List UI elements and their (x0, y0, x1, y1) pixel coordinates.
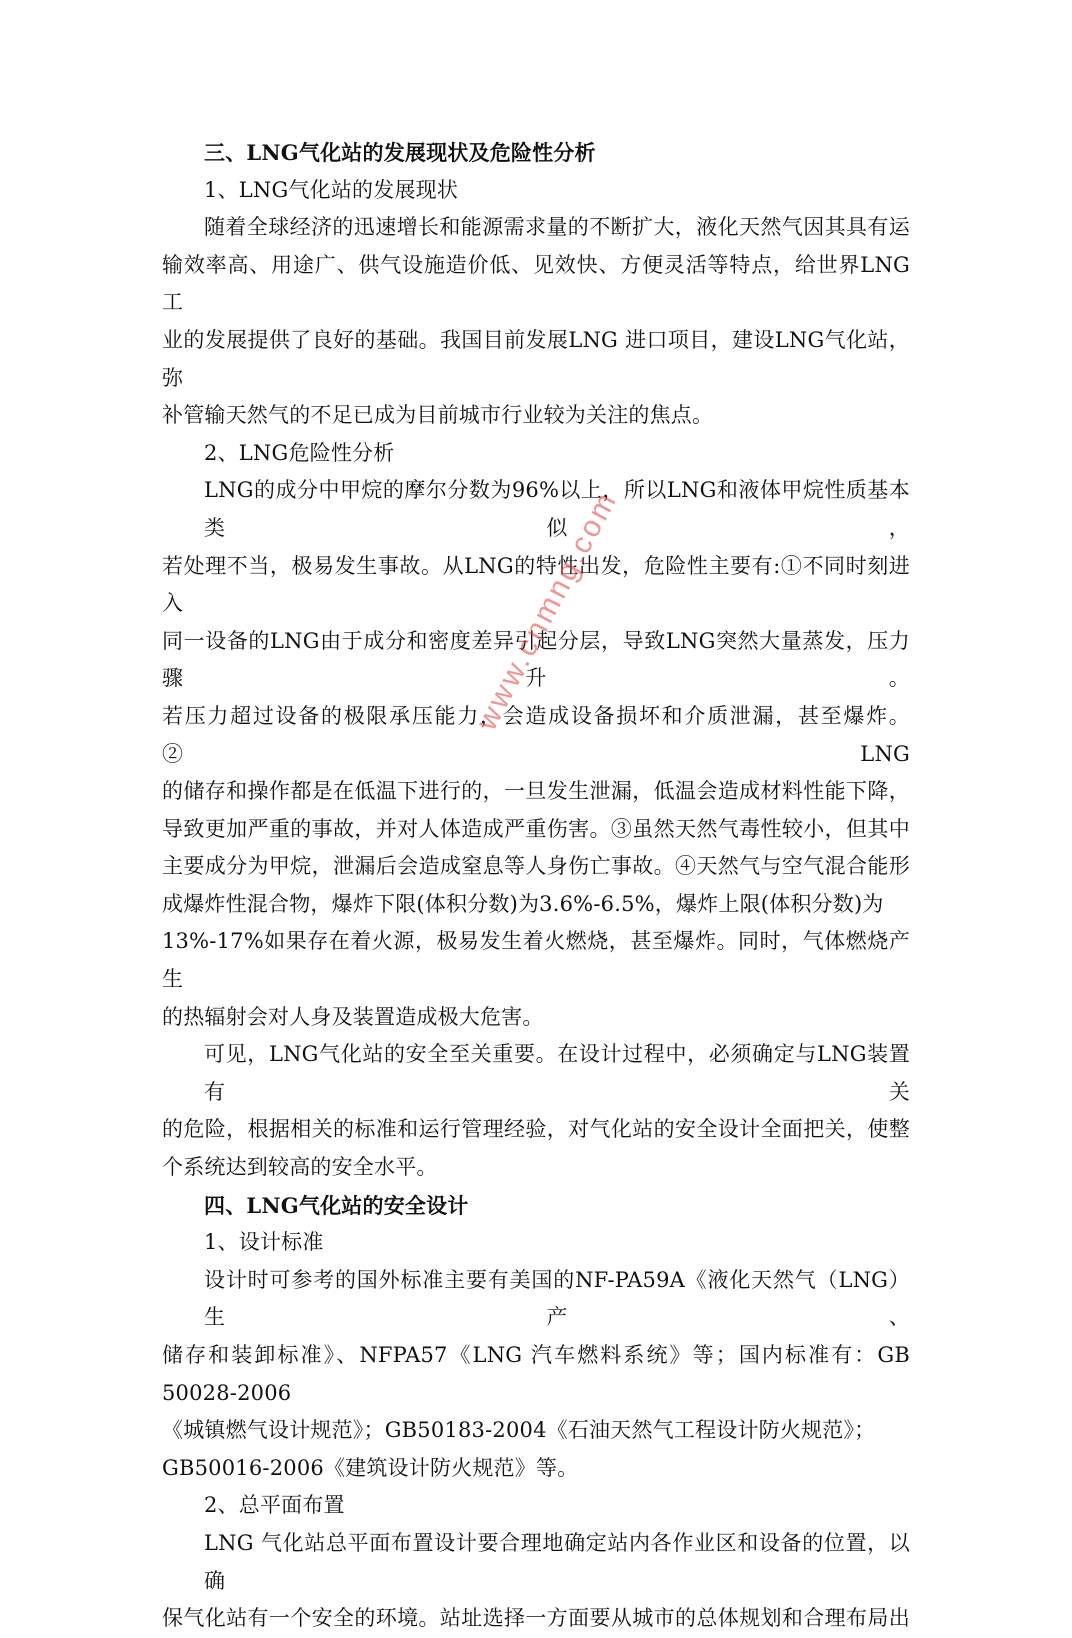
paragraph-line: 输效率高、用途广、供气设施造价低、见效快、方便灵活等特点，给世界LNG 工 (162, 252, 910, 315)
paragraph-line: 同一设备的LNG由于成分和密度差异引起分层，导致LNG突然大量蒸发，压力骤升。 (162, 628, 910, 691)
paragraph-line: LNG的成分中甲烷的摩尔分数为96%以上，所以LNG和液体甲烷性质基本类似， (204, 478, 910, 540)
paragraph-line: LNG 气化站总平面布置设计要合理地确定站内各作业区和设备的位置，以确 (204, 1530, 910, 1593)
subsection-heading: 2、总平面布置 (204, 1493, 345, 1518)
section-heading: 三、LNG气化站的发展现状及危险性分析 (204, 140, 596, 165)
paragraph-line: 成爆炸性混合物，爆炸下限(体积分数)为3.6%-6.5%，爆炸上限(体积分数)为 (162, 891, 884, 916)
watermark: www.cnmng.com (470, 485, 624, 736)
subsection-heading: 1、LNG气化站的发展现状 (204, 177, 459, 202)
paragraph-line: 设计时可参考的国外标准主要有美国的NF-PA59A《液化天然气（LNG）生产、 (204, 1267, 910, 1330)
paragraph-line: 补管输天然气的不足已成为目前城市行业较为关注的焦点。 (162, 403, 714, 428)
paragraph-line: 的热辐射会对人身及装置造成极大危害。 (162, 1004, 544, 1029)
paragraph-line: 的储存和操作都是在低温下进行的，一旦发生泄漏，低温会造成材料性能下降， (162, 779, 910, 804)
paragraph-line: 个系统达到较高的安全水平。 (162, 1155, 438, 1180)
section-heading: 四、LNG气化站的安全设计 (204, 1192, 469, 1218)
paragraph-line: 《城镇燃气设计规范》；GB50183-2004《石油天然气工程设计防火规范》； (162, 1418, 876, 1443)
paragraph-line: 导致更加严重的事故，并对人体造成严重伤害。③虽然天然气毒性较小，但其中 (162, 816, 910, 841)
paragraph-line: 保气化站有一个安全的环境。站址选择一方面要从城市的总体规划和合理布局出 (162, 1606, 910, 1631)
paragraph-line: 的危险，根据相关的标准和运行管理经验，对气化站的安全设计全面把关，使整 (162, 1117, 910, 1142)
subsection-heading: 2、LNG危险性分析 (204, 440, 395, 465)
paragraph-line: 13%-17%如果存在着火源，极易发生着火燃烧，甚至爆炸。同时，气体燃烧产生 (162, 929, 910, 992)
paragraph-line: 随着全球经济的迅速增长和能源需求量的不断扩大，液化天然气因其具有运 (204, 215, 910, 240)
paragraph-line: 业的发展提供了良好的基础。我国目前发展LNG 进口项目，建设LNG气化站，弥 (162, 327, 910, 390)
paragraph-line: GB50016-2006《建筑设计防火规范》等。 (162, 1455, 579, 1480)
paragraph-line: 主要成分为甲烷，泄漏后会造成窒息等人身伤亡事故。④天然气与空气混合能形 (162, 854, 910, 879)
paragraph-line: 若处理不当，极易发生事故。从LNG的特性出发，危险性主要有:①不同时刻进入 (162, 553, 910, 616)
paragraph-line: 若压力超过设备的极限承压能力，会造成设备损坏和介质泄漏，甚至爆炸。②LNG (162, 703, 910, 766)
paragraph-line: 可见，LNG气化站的安全至关重要。在设计过程中，必须确定与LNG装置有关 (204, 1042, 910, 1104)
document-body (162, 134, 910, 1638)
subsection-heading: 1、设计标准 (204, 1230, 324, 1255)
paragraph-line: 储存和装卸标准》、NFPA57《LNG 汽车燃料系统》等；国内标准有：GB 50028-2006 (162, 1343, 910, 1405)
